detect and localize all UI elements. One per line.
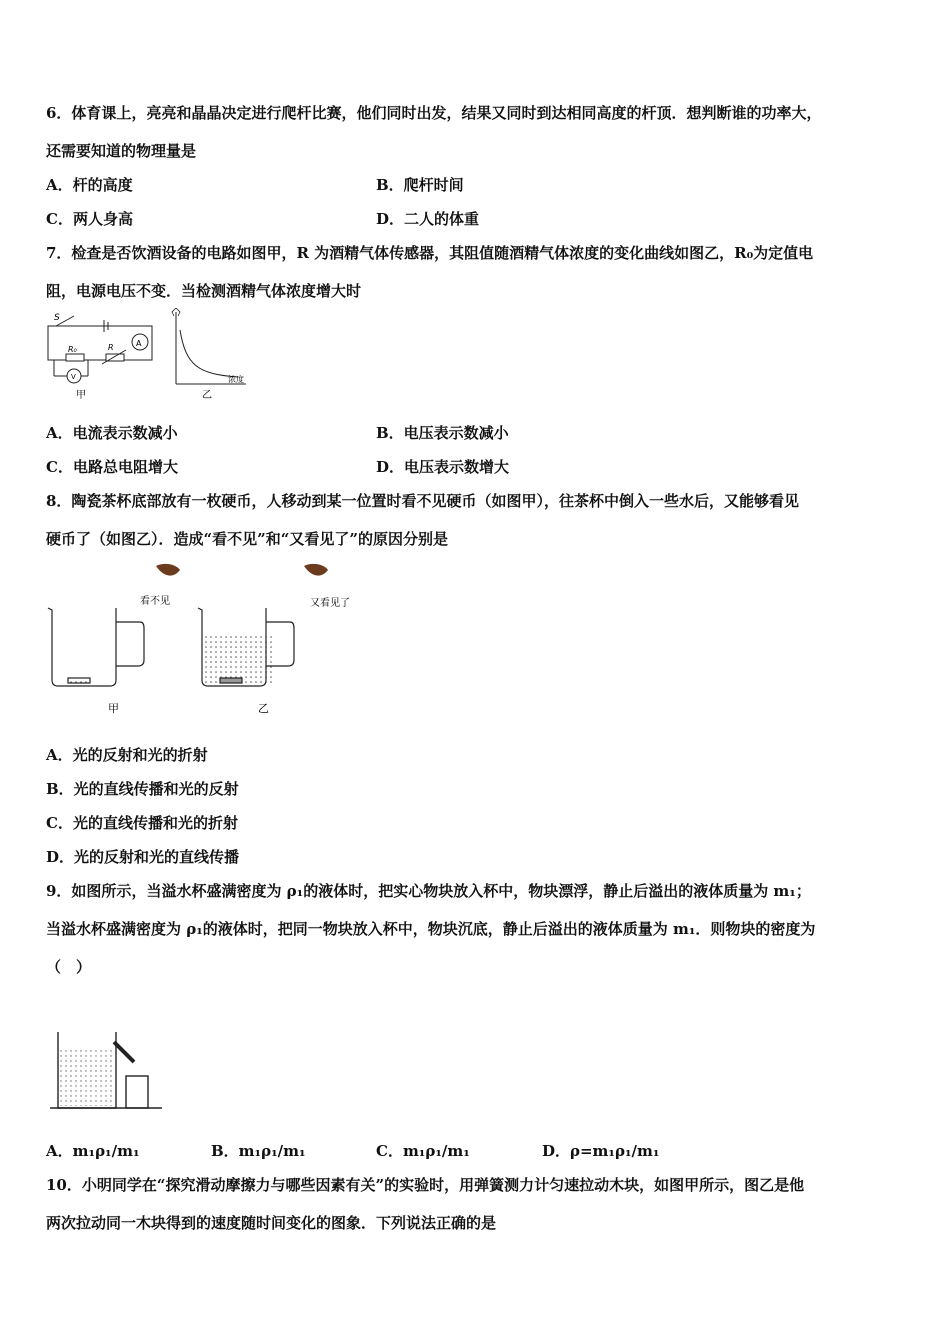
q7-stem-line1: 7．检查是否饮酒设备的电路如图甲，R 为酒精气体传感器，其阻值随酒精气体浓度的变化曲线如图乙，R₀为定值电 [46, 244, 814, 262]
caption-yi: 乙 [258, 702, 269, 715]
label-cannot-see: 看不见 [140, 596, 170, 607]
caption-yi: 乙 [202, 390, 212, 401]
label-a: A [136, 339, 142, 348]
q10-stem-line1: 10．小明同学在“探究滑动摩擦力与哪些因素有关”的实验时，用弹簧测力计匀速拉动木块，如图甲所示，图乙是他 [46, 1176, 805, 1194]
axis-label-concentration: 浓度 [228, 375, 244, 384]
q6-stem-line2: 还需要知道的物理量是 [46, 142, 197, 160]
q8-stem-line1: 8．陶瓷茶杯底部放有一枚硬币，人移动到某一位置时看不见硬币（如图甲），往茶杯中倒入一些水后，又能够看见 [46, 492, 799, 510]
label-see-again: 又看见了 [310, 598, 350, 609]
q9-option-b: B．m₁ρ₁/m₁ [211, 1142, 306, 1160]
q9-option-a: A．m₁ρ₁/m₁ [46, 1142, 140, 1160]
q8-option-a: A．光的反射和光的折射 [46, 746, 208, 764]
resistor-r0-icon [66, 354, 84, 361]
coin-icon-jia [68, 678, 90, 683]
q8-option-b: B．光的直线传播和光的反射 [46, 780, 239, 798]
q8-option-c: C．光的直线传播和光的折射 [46, 814, 238, 832]
caption-jia: 甲 [108, 702, 119, 715]
q6-stem-line1: 6．体育课上，亮亮和晶晶决定进行爬杆比赛，他们同时出发，结果又同时到达相同高度的杆顶．想判断谁的功率大， [46, 104, 822, 122]
label-v: V [71, 373, 76, 381]
q7-option-c: C．电路总电阻增大 [46, 458, 178, 476]
q8-option-d: D．光的反射和光的直线传播 [46, 848, 240, 866]
eye-icon-left [156, 564, 180, 576]
q6-option-c: C．两人身高 [46, 210, 133, 228]
caption-jia: 甲 [76, 390, 86, 401]
q9-option-c: C．m₁ρ₁/m₁ [376, 1142, 470, 1160]
resistance-curve [180, 330, 238, 377]
liquid [60, 1050, 112, 1106]
q6-option-b: B．爬杆时间 [376, 176, 464, 194]
coin-icon-yi [220, 678, 242, 683]
q6-option-a: A．杆的高度 [46, 176, 133, 194]
beaker [126, 1076, 148, 1108]
q8-stem-line2: 硬币了（如图乙）．造成“看不见”和“又看见了”的原因分别是 [46, 530, 449, 548]
q7-option-a: A．电流表示数减小 [46, 424, 178, 442]
q9-option-d: D．ρ=m₁ρ₁/m₁ [542, 1142, 660, 1160]
cup-yi [198, 608, 294, 686]
q7-circuit-figure [40, 308, 260, 404]
q9-stem-line1: 9．如图所示，当溢水杯盛满密度为 ρ₁的液体时，把实心物块放入杯中，物块漂浮，静止后溢出的液体质量为 m₁； [46, 882, 811, 900]
cup-jia [48, 608, 144, 686]
q7-option-b: B．电压表示数减小 [376, 424, 509, 442]
q8-cup-figure [44, 560, 374, 720]
label-r: R [108, 343, 114, 352]
q6-option-d: D．二人的体重 [376, 210, 480, 228]
q7-option-d: D．电压表示数增大 [376, 458, 510, 476]
label-s: S [54, 313, 60, 323]
eye-icon-right [304, 564, 328, 576]
q9-overflow-cup-figure [44, 1024, 174, 1114]
q9-stem-line3: （ ） [46, 958, 92, 976]
spout [114, 1042, 134, 1062]
q9-stem-line2: 当溢水杯盛满密度为 ρ₁的液体时，把同一物块放入杯中，物块沉底，静止后溢出的液体质量为 m₁．则物块的密度为 [46, 920, 816, 938]
label-r0: R₀ [68, 345, 77, 354]
q7-stem-line2: 阻，电源电压不变．当检测酒精气体浓度增大时 [46, 282, 362, 300]
q10-stem-line2: 两次拉动同一木块得到的速度随时间变化的图象．下列说法正确的是 [46, 1214, 497, 1232]
